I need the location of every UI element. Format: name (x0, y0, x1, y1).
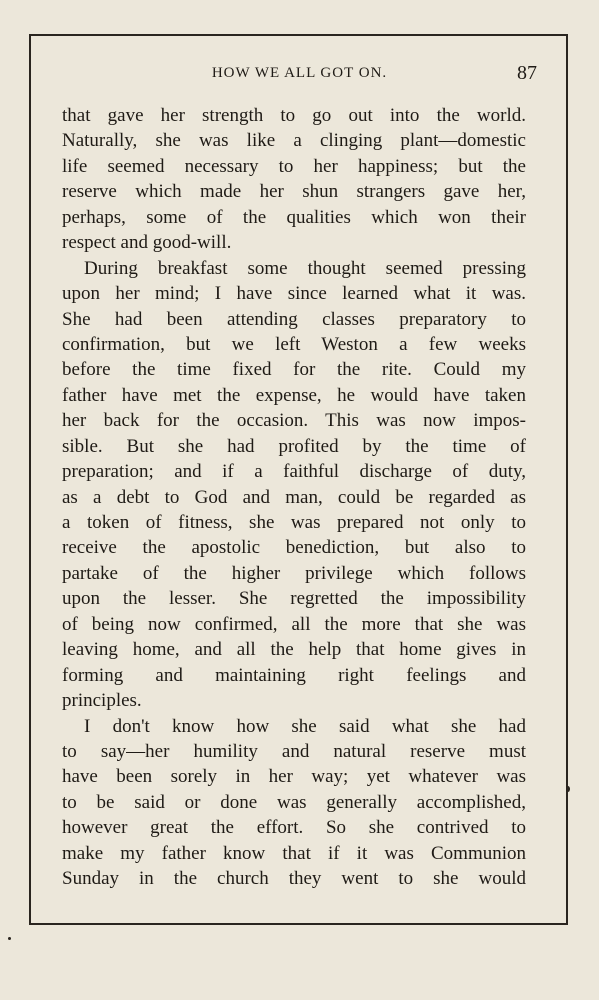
text-line: however great the effort. So she contrived to (62, 817, 526, 839)
running-head (62, 62, 537, 90)
text-line: her back for the occasion. This was now impos- (62, 410, 526, 432)
text-line: I don't know how she said what she had (84, 715, 526, 737)
text-line: perhaps, some of the qualities which won their (62, 206, 526, 228)
text-line: She had been attending classes preparatory to (62, 308, 526, 330)
text-line: partake of the higher privilege which follows (62, 562, 526, 584)
text-line: life seemed necessary to her happiness; but the (62, 155, 526, 177)
ink-speck (8, 937, 11, 940)
text-line: to be said or done was generally accomplished, (62, 791, 526, 813)
running-title: HOW WE ALL GOT ON. (211, 65, 388, 81)
text-line: make my father know that if it was Communion (62, 842, 526, 864)
text-line: Naturally, she was like a clinging plant—domestic (62, 130, 526, 152)
text-line: preparation; and if a faithful discharge of duty, (62, 461, 526, 483)
text-line: a token of fitness, she was prepared not only to (62, 512, 526, 533)
text-line: as a debt to God and man, could be regarded as (62, 486, 526, 508)
text-line: father have met the expense, he would have taken (62, 384, 526, 406)
text-line: to say—her humility and natural reserve must (62, 740, 526, 762)
text-line: respect and good-will. (62, 232, 232, 254)
text-line: that gave her strength to go out into the world. (62, 105, 526, 126)
ink-speck (566, 786, 570, 792)
text-line: upon her mind; I have since learned what it was. (62, 283, 526, 305)
text-line: have been sorely in her way; yet whatever was (62, 766, 526, 788)
text-line: upon the lesser. She regretted the impossibility (62, 588, 526, 610)
text-line: leaving home, and all the help that home gives in (62, 639, 526, 661)
text-line: of being now confirmed, all the more that she was (62, 613, 526, 635)
text-line: reserve which made her shun strangers gave her, (62, 181, 526, 203)
body-text (62, 103, 526, 892)
text-line: Sunday in the church they went to she would (62, 868, 526, 890)
text-line: confirmation, but we left Weston a few weeks (62, 333, 526, 355)
text-line: During breakfast some thought seemed pressing (84, 257, 526, 279)
text-line: principles. (62, 690, 142, 712)
text-line: forming and maintaining right feelings and (62, 664, 526, 686)
page-number: 87 (517, 62, 537, 84)
text-line: before the time fixed for the rite. Could my (62, 359, 526, 381)
text-line: receive the apostolic benediction, but also to (62, 537, 526, 559)
text-line: sible. But she had profited by the time of (62, 435, 526, 457)
